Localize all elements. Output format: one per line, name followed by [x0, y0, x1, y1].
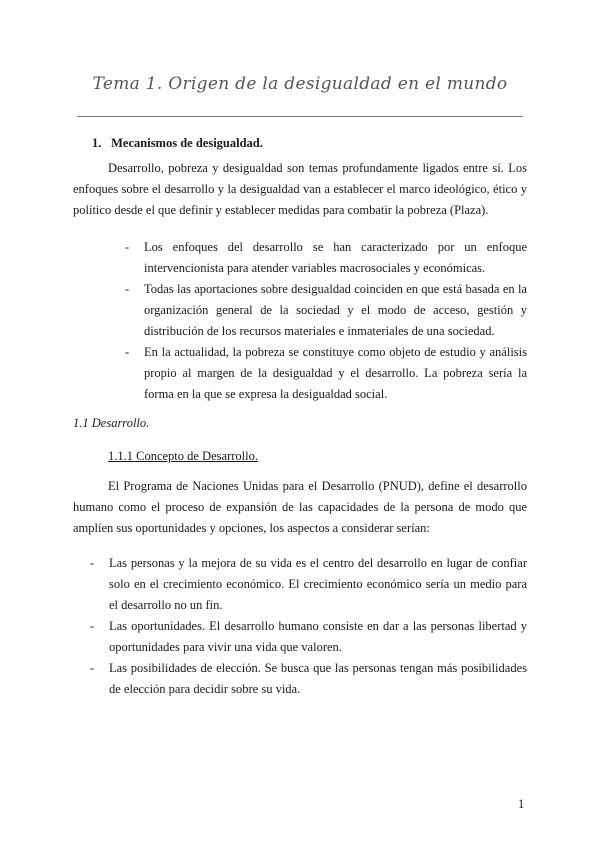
list-item: - Los enfoques del desarrollo se han caracterizado por un enfoque intervencionista para atender variables macrosociales y económicas. [125, 237, 527, 279]
list-item: - Todas las aportaciones sobre desigualdad coinciden en que está basada en la organización general de la sociedad y el modo de acceso, gestión y distribución de los recursos materiales e inmateriales de una sociedad. [125, 279, 527, 342]
section-heading-text: Mecanismos de desigualdad. [111, 136, 263, 150]
subsubsection-heading: 1.1.1 Concepto de Desarrollo. [108, 449, 258, 463]
section1-bullet-list [125, 237, 527, 405]
title-divider [77, 116, 523, 117]
pnud-bullet-list [90, 553, 527, 700]
list-item: - Las posibilidades de elección. Se busca que las personas tengan más posibilidades de elección para decidir sobre su vida. [90, 658, 527, 700]
page-title: Tema 1. Origen de la desigualdad en el mundo [92, 74, 508, 94]
pnud-paragraph: El Programa de Naciones Unidas para el Desarrollo (PNUD), define el desarrollo humano como el proceso de expansión de las capacidades de la persona de modo que amplíen sus oportunidades y opciones, los aspectos a considerar serían: [73, 479, 527, 535]
section-number: 1. [92, 136, 102, 150]
intro-paragraph: Desarrollo, pobreza y desigualdad son temas profundamente ligados entre sí. Los enfoques sobre el desarrollo y la desigualdad van a establecer el marco ideológico, ético y político desde el que definir y establecer medidas para combatir la pobreza (Plaza). [73, 161, 527, 217]
list-item: - Las personas y la mejora de su vida es el centro del desarrollo en lugar de confiar solo en el crecimiento económico. El crecimiento económico sería un medio para el desarrollo no un fin. [90, 553, 527, 616]
section-heading [92, 136, 263, 151]
list-item: - Las oportunidades. El desarrollo humano consiste en dar a las personas libertad y oportunidades para vivir una vida que valoren. [90, 616, 527, 658]
subsection-heading: 1.1 Desarrollo. [73, 416, 150, 430]
list-item: - En la actualidad, la pobreza se constituye como objeto de estudio y análisis propio al margen de la desigualdad y el desarrollo. La pobreza sería la forma en la que se expresa la desigualdad social. [125, 342, 527, 405]
page-number: 1 [518, 797, 525, 811]
